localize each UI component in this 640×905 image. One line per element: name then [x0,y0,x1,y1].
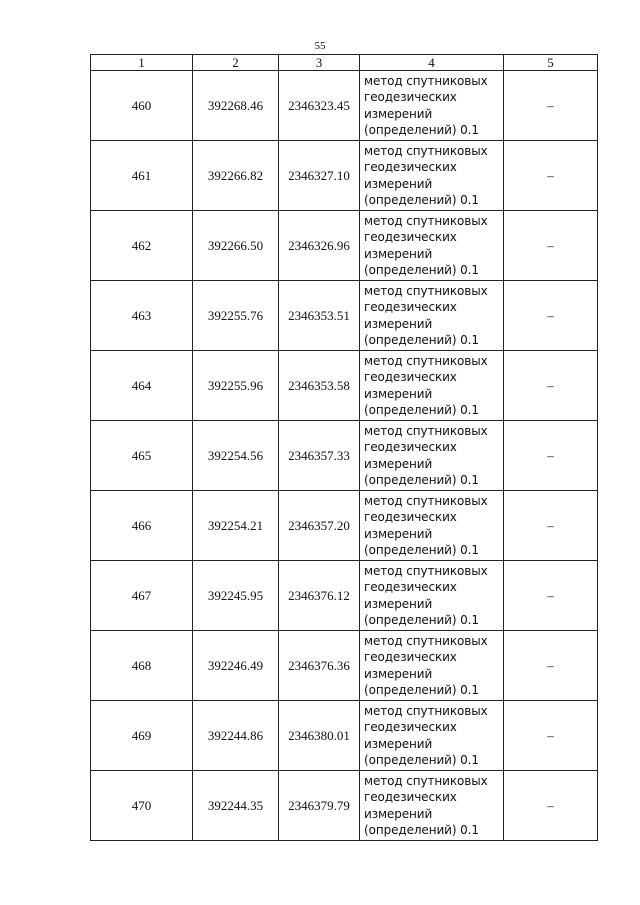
x-coordinate-cell: 392266.50 [193,211,279,281]
x-coordinate-cell: 392255.96 [193,351,279,421]
note-dash: – [547,377,554,393]
note-cell [504,631,598,701]
page-number: 55 [314,40,326,52]
method-cell [360,561,504,631]
note-dash: – [547,517,554,533]
method-line: метод спутниковых [364,773,488,788]
table-row [91,701,598,771]
method-line: (определений) 0.1 [364,753,479,767]
method-line: измерений [364,806,433,821]
method-cell [360,141,504,211]
method-line: геодезических [364,300,457,314]
method-line: (определений) 0.1 [364,823,479,837]
y-coordinate-cell: 2346380.01 [279,701,360,771]
method-line: метод спутниковых [364,143,488,158]
method-line: метод спутниковых [364,283,488,298]
y-coordinate-cell: 2346357.33 [279,421,360,491]
point-number-cell: 460 [91,71,193,141]
point-number-cell: 465 [91,421,193,491]
method-line: метод спутниковых [364,633,488,648]
point-number-cell: 466 [91,491,193,561]
method-line: (определений) 0.1 [364,473,479,487]
note-cell [504,71,598,141]
method-line: измерений [364,386,433,401]
note-cell [504,141,598,211]
note-dash: – [547,657,554,673]
y-coordinate-cell: 2346326.96 [279,211,360,281]
table-row [91,771,598,841]
point-number-cell: 463 [91,281,193,351]
method-line: метод спутниковых [364,563,488,578]
method-cell [360,771,504,841]
table-body [91,55,598,841]
table-header-row [91,55,598,71]
method-line: измерений [364,176,433,191]
y-coordinate-cell: 2346327.10 [279,141,360,211]
note-dash: – [547,237,554,253]
point-number-cell: 462 [91,211,193,281]
x-coordinate-cell: 392244.35 [193,771,279,841]
table-row [91,71,598,141]
x-coordinate-cell: 392244.86 [193,701,279,771]
point-number-cell: 468 [91,631,193,701]
method-cell [360,71,504,141]
x-coordinate-cell: 392255.76 [193,281,279,351]
method-line: геодезических [364,160,457,174]
coordinates-table [90,54,598,841]
point-number-cell: 469 [91,701,193,771]
y-coordinate-cell: 2346376.36 [279,631,360,701]
x-coordinate-cell: 392246.49 [193,631,279,701]
method-cell [360,211,504,281]
column-header-1: 1 [91,55,193,71]
note-dash: – [547,727,554,743]
method-line: измерений [364,106,433,121]
method-cell [360,281,504,351]
column-header-5: 5 [504,55,598,71]
method-line: (определений) 0.1 [364,403,479,417]
table-row [91,351,598,421]
method-line: геодезических [364,90,457,104]
method-line: измерений [364,666,433,681]
y-coordinate-cell: 2346353.58 [279,351,360,421]
method-line: (определений) 0.1 [364,123,479,137]
note-cell [504,281,598,351]
y-coordinate-cell: 2346376.12 [279,561,360,631]
method-line: метод спутниковых [364,353,488,368]
method-line: геодезических [364,510,457,524]
method-line: измерений [364,246,433,261]
point-number-cell: 470 [91,771,193,841]
note-cell [504,701,598,771]
method-line: (определений) 0.1 [364,263,479,277]
table-row [91,561,598,631]
y-coordinate-cell: 2346379.79 [279,771,360,841]
method-line: геодезических [364,720,457,734]
method-line: измерений [364,316,433,331]
method-line: измерений [364,456,433,471]
table-row [91,211,598,281]
method-line: метод спутниковых [364,213,488,228]
note-dash: – [547,97,554,113]
method-cell [360,421,504,491]
y-coordinate-cell: 2346353.51 [279,281,360,351]
x-coordinate-cell: 392254.21 [193,491,279,561]
note-dash: – [547,587,554,603]
method-line: (определений) 0.1 [364,683,479,697]
method-line: метод спутниковых [364,703,488,718]
note-cell [504,771,598,841]
point-number-cell: 467 [91,561,193,631]
method-line: геодезических [364,580,457,594]
method-line: (определений) 0.1 [364,333,479,347]
method-line: метод спутниковых [364,423,488,438]
method-line: геодезических [364,440,457,454]
method-line: измерений [364,526,433,541]
note-cell [504,211,598,281]
note-cell [504,561,598,631]
table-row [91,281,598,351]
x-coordinate-cell: 392268.46 [193,71,279,141]
note-cell [504,421,598,491]
note-dash: – [547,447,554,463]
note-dash: – [547,307,554,323]
method-line: (определений) 0.1 [364,543,479,557]
note-cell [504,351,598,421]
table-row [91,421,598,491]
y-coordinate-cell: 2346357.20 [279,491,360,561]
table-row [91,141,598,211]
method-cell [360,631,504,701]
method-cell [360,701,504,771]
note-dash: – [547,797,554,813]
x-coordinate-cell: 392254.56 [193,421,279,491]
method-cell [360,491,504,561]
table-row [91,491,598,561]
x-coordinate-cell: 392245.95 [193,561,279,631]
method-line: (определений) 0.1 [364,613,479,627]
table-row [91,631,598,701]
method-line: геодезических [364,370,457,384]
method-line: метод спутниковых [364,493,488,508]
point-number-cell: 461 [91,141,193,211]
method-line: (определений) 0.1 [364,193,479,207]
x-coordinate-cell: 392266.82 [193,141,279,211]
method-line: геодезических [364,650,457,664]
note-dash: – [547,167,554,183]
method-line: измерений [364,736,433,751]
column-header-3: 3 [279,55,360,71]
y-coordinate-cell: 2346323.45 [279,71,360,141]
method-line: метод спутниковых [364,73,488,88]
method-line: геодезических [364,790,457,804]
column-header-2: 2 [193,55,279,71]
note-cell [504,491,598,561]
column-header-4: 4 [360,55,504,71]
method-line: измерений [364,596,433,611]
method-cell [360,351,504,421]
method-line: геодезических [364,230,457,244]
point-number-cell: 464 [91,351,193,421]
